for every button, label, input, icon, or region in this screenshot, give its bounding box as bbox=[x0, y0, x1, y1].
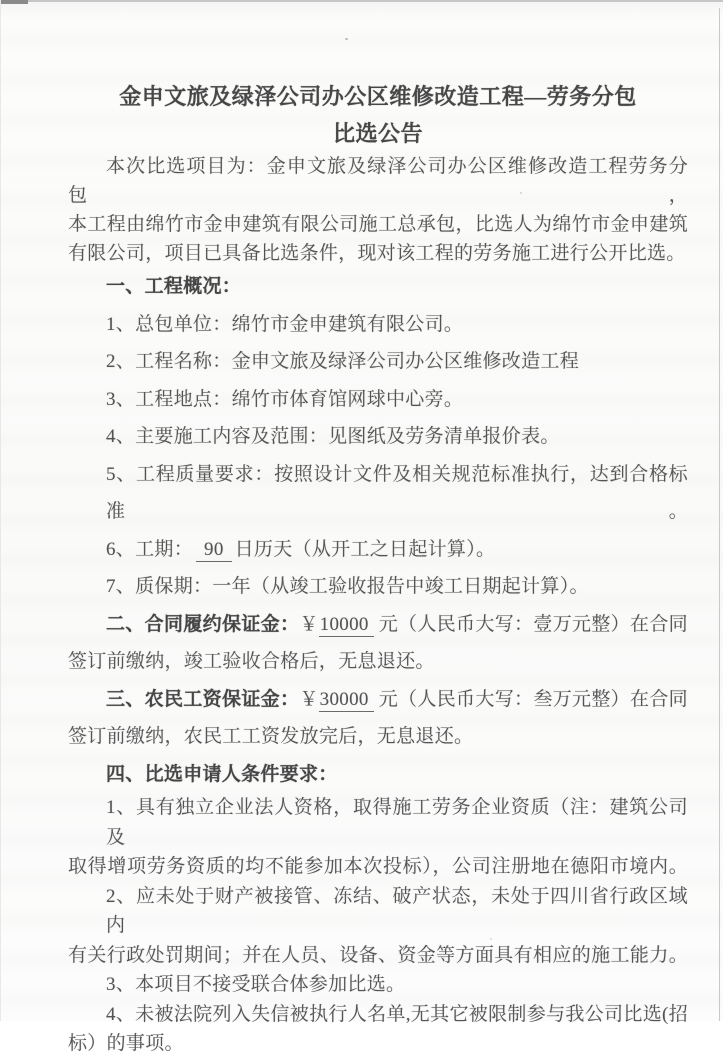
overview-item-project-name: 2、工程名称：金申文旅及绿泽公司办公区维修改造工程 bbox=[106, 351, 580, 372]
wage-bond-line1 bbox=[68, 681, 688, 719]
performance-bond-text: 元（人民币大写：壹万元整）在合同 bbox=[378, 613, 688, 635]
currency-symbol: ￥ bbox=[299, 688, 319, 710]
scan-edge-top bbox=[0, 0, 723, 2]
overview-item-duration bbox=[68, 531, 688, 569]
requirement-item4-line2: 标）的事项。 bbox=[68, 1033, 184, 1054]
page-subtitle: 比选公告 bbox=[332, 121, 423, 146]
overview-item-scope: 4、主要施工内容及范围：见图纸及劳务清单报价表。 bbox=[106, 426, 560, 447]
requirement-item2-line1: 2、应未处于财产被接管、冻结、破产状态，未处于四川省行政区域内 bbox=[106, 885, 688, 936]
wage-bond-line2: 签订前缴纳，农民工工资发放完后，无息退还。 bbox=[68, 726, 474, 747]
requirement-item4-line1: 4、未被法院列入失信被执行人名单,无其它被限制参与我公司比选(招 bbox=[106, 1003, 688, 1025]
performance-bond-line2: 签订前缴纳，竣工验收合格后，无息退还。 bbox=[68, 651, 435, 672]
currency-symbol: ￥ bbox=[299, 613, 319, 635]
intro-paragraph-line: 本工程由绵竹市金申建筑有限公司施工总承包，比选人为绵竹市金申建筑 bbox=[68, 214, 688, 235]
scan-edge-right bbox=[719, 8, 720, 1021]
performance-bond-amount-underlined: 10000 bbox=[319, 614, 374, 637]
wage-bond-text: 元（人民币大写：叁万元整）在合同 bbox=[378, 688, 688, 710]
scan-edge-left bbox=[0, 0, 1, 1021]
overview-item-warranty: 7、质保期：一年（从竣工验收报告中竣工日期起计算）。 bbox=[106, 576, 589, 597]
scan-speck bbox=[345, 38, 348, 40]
overview-item-quality: 5、工程质量要求：按照设计文件及相关规范标准执行，达到合格标准。 bbox=[106, 463, 688, 522]
requirement-item1-line1: 1、具有独立企业法人资格，取得施工劳务企业资质（注：建筑公司及 bbox=[106, 797, 688, 848]
requirement-item2-line2: 有关行政处罚期间；并在人员、设备、资金等方面具有相应的施工能力。 bbox=[68, 944, 688, 966]
scan-edge-top-left-mark bbox=[0, 0, 28, 4]
duration-label: 6、工期： bbox=[106, 538, 194, 560]
performance-bond-heading: 二、合同履约保证金： bbox=[106, 613, 300, 635]
intro-paragraph-line: 有限公司，项目已具备比选条件，现对该工程的劳务施工进行公开比选。 bbox=[68, 243, 686, 264]
performance-bond-line1 bbox=[68, 606, 688, 644]
overview-item-location: 3、工程地点：绵竹市体育馆网球中心旁。 bbox=[106, 388, 464, 410]
section-heading-overview: 一、工程概况： bbox=[106, 276, 242, 297]
duration-days-underlined-value: 90 bbox=[196, 539, 232, 562]
wage-bond-amount-underlined: 30000 bbox=[319, 689, 374, 712]
duration-suffix: 日历天（从开工之日起计算）。 bbox=[234, 538, 496, 560]
wage-bond-heading: 三、农民工资保证金： bbox=[106, 688, 300, 710]
page-title: 金申文旅及绿泽公司办公区维修改造工程—劳务分包 bbox=[119, 84, 637, 109]
intro-paragraph-line: 本次比选项目为：金申文旅及绿泽公司办公区维修改造工程劳务分包， bbox=[68, 156, 688, 206]
overview-item-contractor: 1、总包单位：绵竹市金申建筑有限公司。 bbox=[106, 313, 464, 335]
requirement-item3: 3、本项目不接受联合体参加比选。 bbox=[106, 974, 406, 995]
requirement-item1-line2: 取得增项劳务资质的均不能参加本次投标），公司注册地在德阳市境内。 bbox=[68, 856, 688, 877]
section-heading-requirements: 四、比选申请人条件要求： bbox=[106, 763, 338, 785]
document-body bbox=[68, 78, 688, 1059]
